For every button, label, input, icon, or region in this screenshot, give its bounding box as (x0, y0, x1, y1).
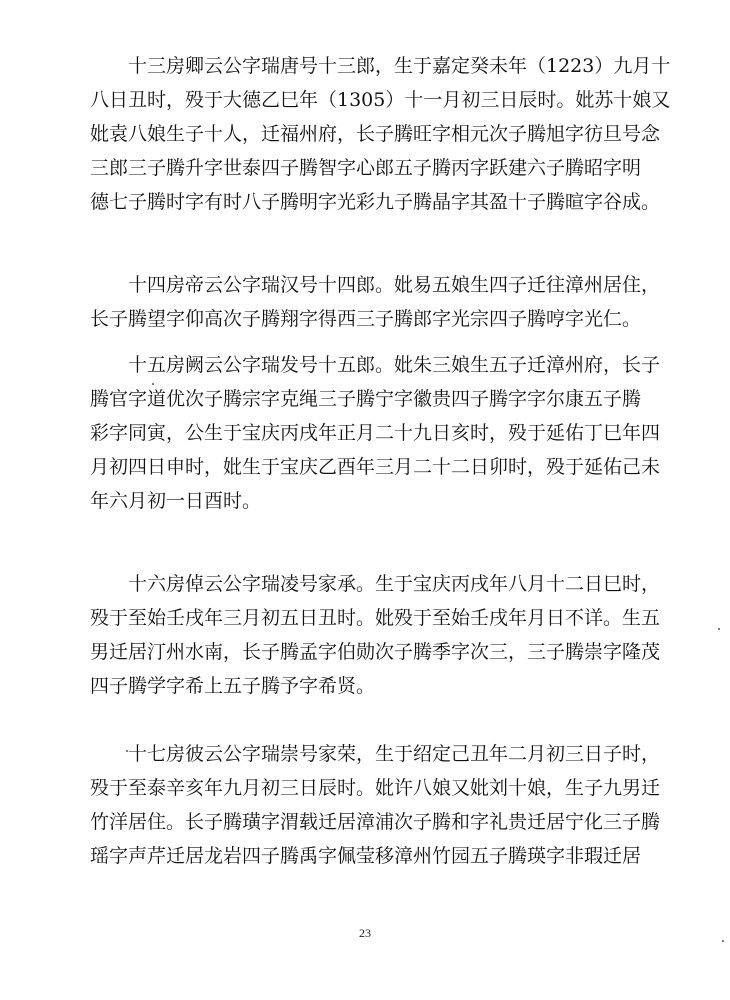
text-line: 十五房阙云公字瑞发号十五郎。妣朱三娘生五子迁漳州府，长子 (128, 354, 661, 376)
paragraph-fourteenth-branch (90, 268, 661, 336)
text-line: 长子腾望字仰高次子腾翔字得西三子腾郎字光宗四子腾哼字光仁。 (90, 308, 642, 330)
text-line: 十七房彼云公字瑞崇号家荣，生于绍定己丑年二月初三日子时， (128, 743, 661, 765)
text-line: 三郎三子腾升字世泰四子腾智字心郎五子腾丙字跃建六子腾昭字明 (90, 157, 642, 179)
text-line: 月初四日申时，妣生于宝庆乙酉年三月二十二日卯时，殁于延佑己未 (90, 456, 661, 478)
text-line: 年六月初一日酉时。 (90, 490, 262, 512)
text-line: 四子腾学字希上五子腾予字希贤。 (90, 675, 376, 697)
paragraph-thirteenth-branch (90, 49, 671, 219)
text-line: 德七子腾时字有时八子腾明字光彩九子腾晶字其盈十子腾暄字谷成。 (90, 191, 661, 213)
scan-speck (126, 750, 128, 752)
scan-speck (718, 628, 720, 630)
text-line: 殁于至泰辛亥年九月初三日辰时。妣许八娘又妣刘十娘，生子九男迁 (90, 777, 661, 799)
text-line: 十四房帝云公字瑞汉号十四郎。妣易五娘生四子迁往漳州居住， (128, 274, 661, 296)
paragraph-sixteenth-branch (90, 567, 661, 703)
paragraph-fifteenth-branch (90, 348, 661, 518)
text-line: 男迁居汀州水南，长子腾孟字伯勋次子腾季字次三，三子腾崇字隆茂 (90, 641, 661, 663)
text-line: 妣袁八娘生子十人，迁福州府，长子腾旺字相元次子腾旭字彷旦号念 (90, 123, 661, 145)
scan-speck (152, 383, 154, 385)
text-line: 竹洋居住。长子腾璜字渭载迁居漳浦次子腾和字礼贵迁居宁化三子腾 (90, 811, 661, 833)
text-line: 殁于至始壬戌年三月初五日丑时。妣殁于至始壬戌年月日不详。生五 (90, 607, 661, 629)
text-line: 十六房倬云公字瑞凌号家承。生于宝庆丙戌年八月十二日巳时， (128, 573, 661, 595)
text-line: 十三房卿云公字瑞唐号十三郎，生于嘉定癸未年（1223）九月十 (128, 55, 671, 77)
text-line: 彩字同寅，公生于宝庆丙戌年正月二十九日亥时，殁于延佑丁巳年四 (90, 422, 661, 444)
page-number: 23 (359, 926, 371, 940)
paragraph-seventeenth-branch (90, 737, 661, 873)
text-line: 八日丑时，殁于大德乙巳年（1305）十一月初三日辰时。妣苏十娘又 (90, 89, 671, 111)
text-line: 腾官字道优次子腾宗字克绳三子腾宁字徽贵四子腾字字尔康五子腾 (90, 388, 642, 410)
text-line: 瑶字声芹迁居龙岩四子腾禹字佩莹移漳州竹园五子腾瑛字非瑕迁居 (90, 845, 642, 867)
scan-speck (722, 940, 724, 942)
